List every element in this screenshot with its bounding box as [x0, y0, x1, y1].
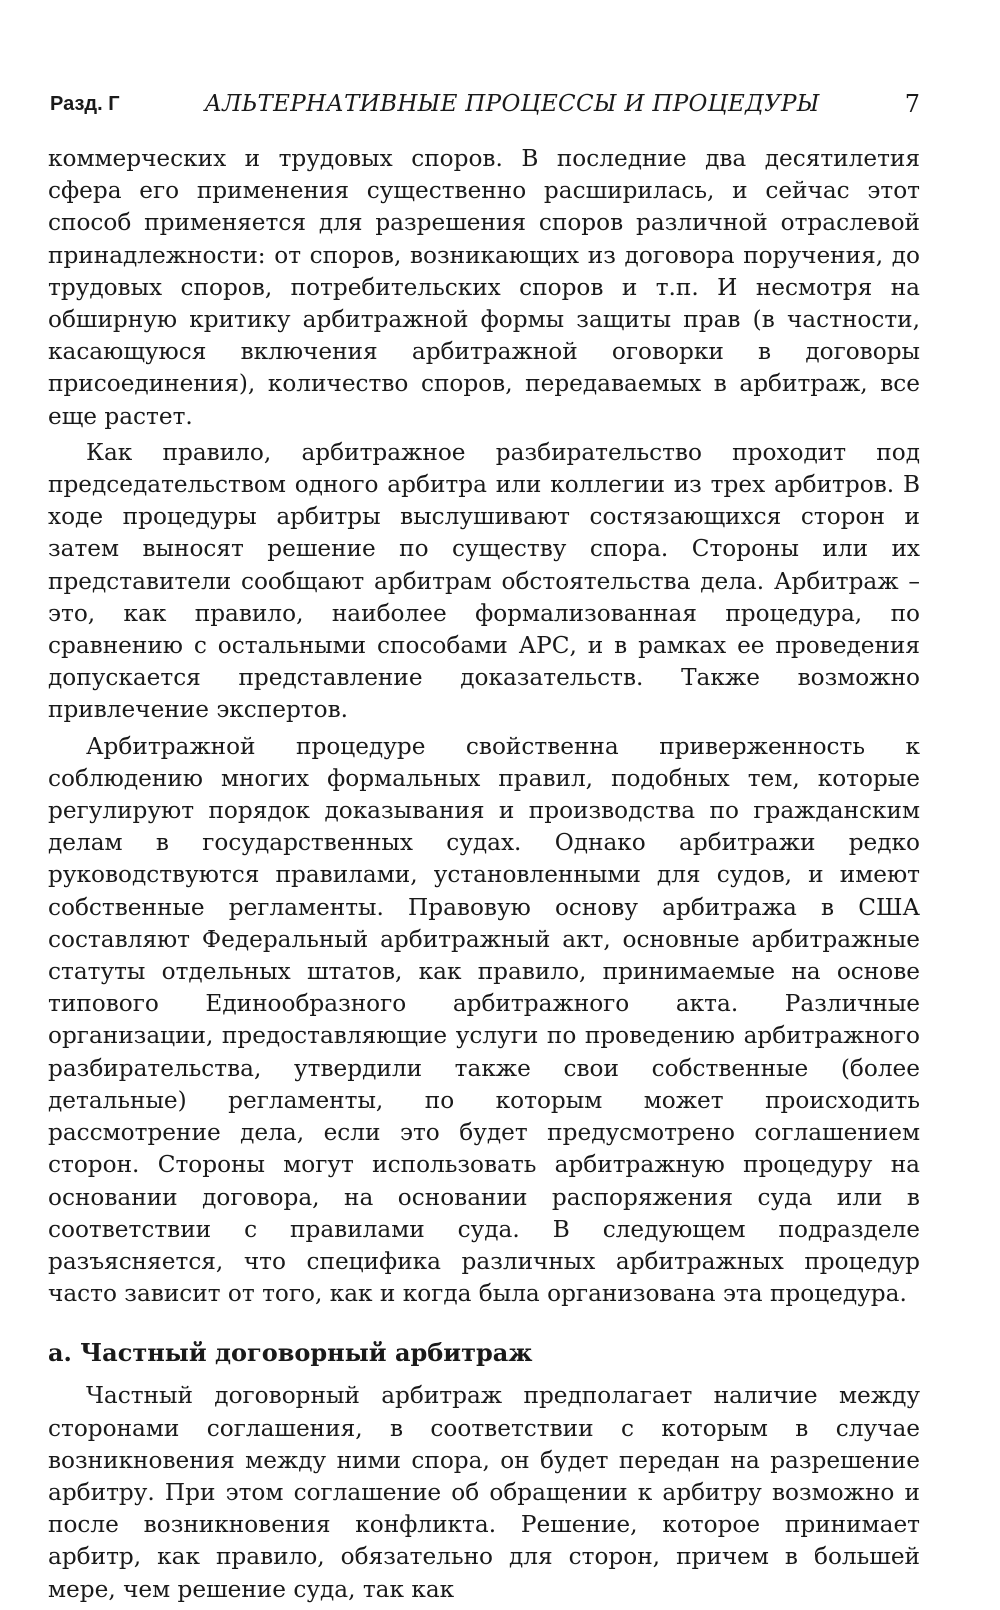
running-title: АЛЬТЕРНАТИВНЫЕ ПРОЦЕССЫ И ПРОЦЕДУРЫ: [204, 91, 820, 117]
paragraph-continuation: коммерческих и трудовых споров. В последние два десятилетия сфера его применения существенно расширилась, и сейчас этот способ применяется для разрешения споров различной отраслевой принадлежности: от споров, возникающих из договора поручения, до трудовых споров, потребительских споров и т.п. И несмотря на обширную критику арбитражной формы защиты прав (в частности, касающуюся включения арбитражной оговорки в договоры присоединения), количество споров, передаваемых в арбитраж, все еще растет.: [48, 145, 920, 430]
page-number: 7: [904, 90, 920, 118]
page-body: [48, 143, 920, 1610]
section-mark: Разд. Г: [50, 92, 120, 115]
paragraph-arbitration-procedure: Как правило, арбитражное разбирательство проходит под председательством одного арбитра или коллегии из трех арбитров. В ходе процедуры арбитры выслушивают состязающихся сторон и затем выносят решение по существу спора. Стороны или их представители сообщают арбитрам обстоятельства дела. Арбитраж – это, как правило, наиболее формализованная процедура, по сравнению с остальными способами АРС, и в рамках ее проведения допускается представление доказательств. Также возможно привлечение экспертов.: [48, 438, 920, 724]
page-header: [50, 86, 920, 122]
paragraph-formal-rules: Арбитражной процедуре свойственна приверженность к соблюдению многих формальных правил, подобных тем, которые регулируют порядок доказывания и производства по гражданским делам в государственных судах. Однако арбитражи редко руководствуются правилами, установленными для судов, и имеют собственные регламенты. Правовую основу арбитража в США составляют Федеральный арбитражный акт, основные арбитражные статуты отдельных штатов, как правило, принимаемые на основе типового Единообразного арбитражного акта. Различные организации, предоставляющие услуги по проведению арбитражного разбирательства, утвердили также свои собственные (более детальные) регламенты, по которым может происходить рассмотрение дела, если это будет предусмотрено соглашением сторон. Стороны могут использовать арбитражную процедуру на основании договора, на основании распоряжения суда или в соответствии с правилами суда. В следующем подразделе разъясняется, что специфика различных арбитражных процедур часто зависит от того, как и когда была организована эта процедура.: [48, 732, 920, 1308]
paragraph-private-arbitration: Частный договорный арбитраж предполагает наличие между сторонами соглашения, в соответствии с которым в случае возникновения между ними спора, он будет передан на разрешение арбитру. При этом соглашение об обращении к арбитру возможно и после возникновения конфликта. Решение, которое принимает арбитр, как правило, обязательно для сторон, причем в большей мере, чем решение суда, так как: [48, 1382, 920, 1603]
section-heading: а. Частный договорный арбитраж: [48, 1338, 533, 1368]
